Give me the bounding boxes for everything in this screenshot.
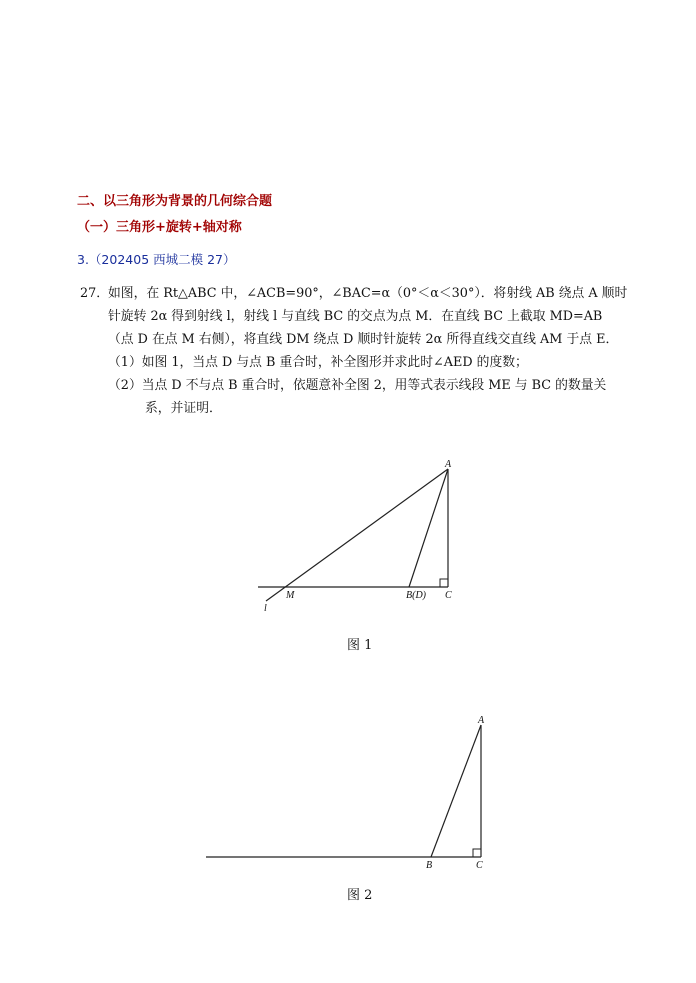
section-title: 二、以三角形为背景的几何综合题 [77,194,273,209]
label-c: C [476,860,483,871]
figure-1-diagram [240,455,480,620]
segment-ab [409,469,448,587]
problem-line-3: （点 D 在点 M 右侧），将直线 DM 绕点 D 顺时针旋转 2α 所得直线交直线 AM 于点 E． [108,332,619,347]
right-angle-mark [440,579,448,587]
problem-source: 3.（202405 西城二模 27） [77,252,236,267]
figure-2-diagram [200,710,500,875]
figure-1-caption: 图 1 [347,638,373,653]
label-a: A [445,459,452,470]
problem-number: 27． [80,286,110,301]
label-l: l [264,603,267,614]
segment-ab [431,725,481,857]
label-b-d: B(D) [406,590,426,601]
ray-l [266,469,448,601]
problem-line-2: 针旋转 2α 得到射线 l，射线 l 与直线 BC 的交点为点 M．在直线 BC 上截取 MD=AB [108,309,603,324]
problem-part-2: （2）当点 D 不与点 B 重合时，依题意补全图 2，用等式表示线段 ME 与 BC 的数量关 [108,378,607,393]
figure-2-caption: 图 2 [347,888,373,903]
label-b: B [426,860,433,871]
label-a: A [478,715,485,726]
problem-part-2-cont: 系，并证明． [145,401,222,416]
section-subtitle: （一）三角形+旋转+轴对称 [77,220,242,235]
right-angle-mark [473,849,481,857]
problem-part-1: （1）如图 1，当点 D 与点 B 重合时，补全图形并求此时∠AED 的度数； [108,355,528,370]
label-m: M [286,590,295,601]
label-c: C [445,590,452,601]
problem-line-1: 如图，在 Rt△ABC 中，∠ACB=90°，∠BAC=α（0°＜α＜30°）．将射线 AB 绕点 A 顺时 [108,286,628,301]
